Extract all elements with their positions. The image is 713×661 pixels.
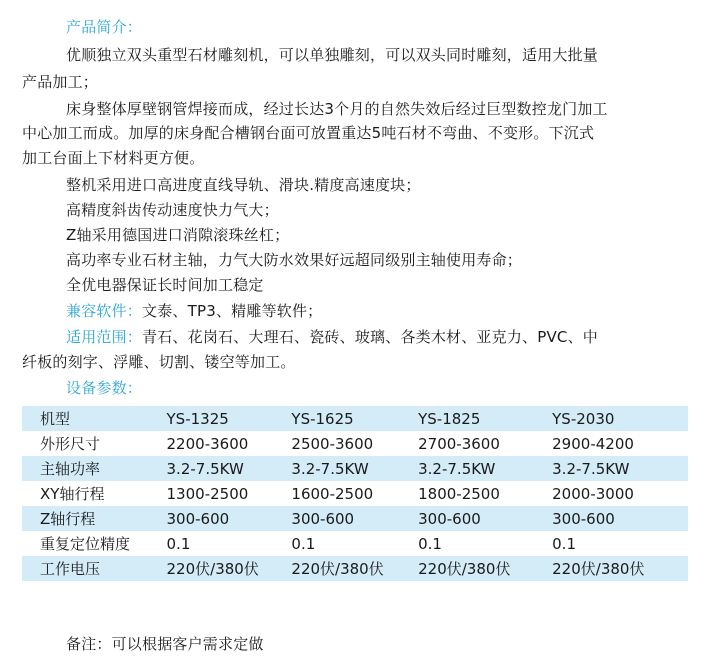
spec-table [22,406,688,581]
intro-p2-line1: 床身整体厚壁钢管焊接而成，经过长达3个月的自然失效后经过巨型数控龙门加工 [66,100,608,118]
table-cell: 2900-4200 [552,434,634,453]
table-cell: 300-600 [552,506,688,531]
params-heading: 设备参数： [66,379,143,397]
table-cell: YS-2030 [552,406,688,431]
table-cell: 3.2-7.5KW [167,456,292,481]
table-cell: 1300-2500 [166,484,249,503]
table-cell: XY轴行程 [40,485,105,503]
table-row [22,406,688,431]
intro-heading: 产品简介： [66,18,143,36]
scope-label: 适用范围： [66,328,143,346]
table-cell: 1800-2500 [418,484,500,503]
feature-item: 整机采用进口高进度直线导轨、滑块.精度高速度块； [66,176,421,194]
table-row [22,456,688,481]
table-cell: Z轴行程 [22,506,167,531]
table-cell: 2200-3600 [166,434,249,453]
table-cell: 0.1 [166,534,191,553]
table-cell: 220伏/380伏 [167,556,292,581]
intro-p2-line2: 中心加工而成。加厚的床身配合槽钢台面可放置重达5吨石材不弯曲、不变形。下沉式 [22,124,595,142]
table-cell: 0.1 [418,534,442,553]
feature-item: 高功率专业石材主轴，力气大防水效果好远超同级别主轴使用寿命； [66,251,523,269]
table-cell: 0.1 [291,534,316,553]
table-cell: 外形尺寸 [40,435,101,453]
software-line [66,301,322,321]
scope-line1 [66,327,598,347]
feature-item: Z轴采用德国进口消隙滚珠丝杠； [66,226,290,244]
table-cell: 主轴功率 [22,456,167,481]
table-cell: YS-1825 [418,406,552,431]
table-cell: 3.2-7.5KW [418,456,552,481]
scope-value-line1: 青石、花岗石、大理石、瓷砖、玻璃、各类木材、亚克力、PVC、中 [142,328,598,346]
table-cell: 2500-3600 [291,434,374,453]
intro-p1-line2: 产品加工； [22,73,99,91]
feature-item: 高精度斜齿传动速度快力气大； [66,201,279,219]
table-cell: 300-600 [167,506,292,531]
table-cell: YS-1325 [167,406,292,431]
table-row [22,431,688,456]
table-cell: 220伏/380伏 [418,556,552,581]
table-cell: 0.1 [552,534,576,553]
note-text: 备注：可以根据客户需求定做 [66,635,264,653]
intro-p1-line1: 优顺独立双头重型石材雕刻机，可以单独雕刻，可以双头同时雕刻，适用大批量 [66,46,599,64]
table-row [22,481,688,506]
feature-item: 全优电器保证长时间加工稳定 [66,276,264,294]
table-cell: 重复定位精度 [40,535,131,553]
table-cell: 220伏/380伏 [552,556,688,581]
table-row [22,556,688,581]
software-value: 文泰、TP3、精雕等软件； [142,302,323,320]
table-cell: 3.2-7.5KW [291,456,418,481]
table-cell: 工作电压 [22,556,167,581]
table-cell: 2000-3000 [552,484,634,503]
table-cell: 2700-3600 [418,434,500,453]
table-cell: 220伏/380伏 [291,556,418,581]
table-row [22,506,688,531]
table-cell: YS-1625 [291,406,418,431]
scope-value-line2: 纤板的刻字、浮雕、切割、镂空等加工。 [22,353,296,371]
intro-p2-line3: 加工台面上下材料更方便。 [22,149,205,167]
table-cell: 300-600 [291,506,418,531]
table-cell: 3.2-7.5KW [552,456,688,481]
table-row [22,531,688,556]
table-cell: 机型 [22,406,167,431]
table-cell: 300-600 [418,506,552,531]
software-label: 兼容软件： [66,302,143,320]
table-cell: 1600-2500 [291,484,374,503]
